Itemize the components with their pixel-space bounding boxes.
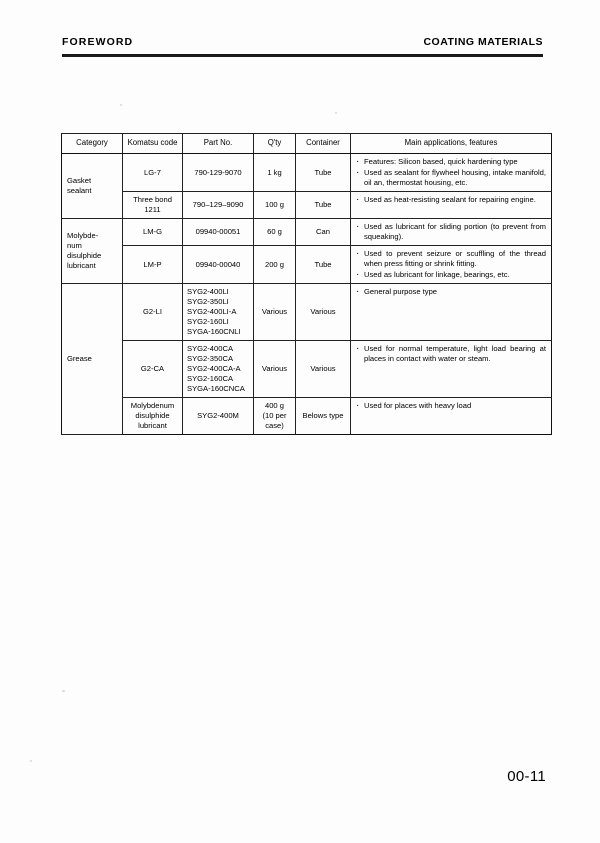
part-no-cell: 09940-00040	[183, 246, 254, 284]
container-cell: Various	[296, 341, 351, 398]
container-cell: Tube	[296, 192, 351, 219]
table-row	[62, 154, 552, 192]
applications-list	[355, 344, 546, 364]
category-label-line: disulphide	[67, 251, 102, 261]
qty-cell: 1 kg	[254, 154, 296, 192]
part-no-line: SYG2-160LI	[187, 317, 229, 327]
applications-list	[355, 195, 546, 205]
application-item: · Used as heat-resisting sealant for repairing engine.	[355, 195, 546, 205]
container-cell: Tube	[296, 246, 351, 284]
category-label-line: num	[67, 241, 82, 251]
application-item: · Used as lubricant for linkage, bearings, etc.	[355, 270, 546, 280]
table-row	[62, 219, 552, 246]
applications-cell	[351, 192, 552, 219]
applications-cell	[351, 341, 552, 398]
scan-speckle	[30, 760, 32, 762]
qty-line: 400 g	[264, 401, 284, 411]
scan-speckle	[120, 104, 122, 106]
column-header-applications: Main applications, features	[351, 134, 552, 154]
container-cell: Tube	[296, 154, 351, 192]
container-cell: Various	[296, 284, 351, 341]
komatsu-code-line: Three bond	[133, 195, 172, 205]
application-item: · Used as sealant for flywheel housing, intake manifold, oil an, thermostat housing, etc.	[355, 168, 546, 188]
application-item: · Features: Silicon based, quick hardening type	[355, 157, 546, 167]
category-label-line: lubricant	[67, 261, 96, 271]
applications-cell	[351, 246, 552, 284]
applications-list	[355, 401, 546, 411]
qty-cell: 100 g	[254, 192, 296, 219]
part-no-line: SYGA-160CNCA	[187, 384, 245, 394]
column-header-container: Container	[296, 134, 351, 154]
qty-cell: Various	[254, 341, 296, 398]
table-row	[62, 284, 552, 341]
komatsu-code-cell: LG-7	[123, 154, 183, 192]
header-topic-title: COATING MATERIALS	[423, 36, 543, 48]
column-header-part-no: Part No.	[183, 134, 254, 154]
category-label-line: Gasket	[67, 176, 92, 186]
application-item: · Used for places with heavy load	[355, 401, 546, 411]
container-cell: Belows type	[296, 398, 351, 435]
qty-cell: Various	[254, 284, 296, 341]
application-item: · General purpose type	[355, 287, 546, 297]
application-item: · Used as lubricant for sliding portion (to prevent from squeaking).	[355, 222, 546, 242]
komatsu-code-cell	[123, 398, 183, 435]
applications-list	[355, 287, 546, 297]
scan-speckle	[335, 112, 337, 114]
applications-list	[355, 222, 546, 242]
komatsu-code-line: 1211	[144, 205, 161, 215]
komatsu-code-cell: G2-LI	[123, 284, 183, 341]
column-header-qty: Q'ty	[254, 134, 296, 154]
part-no-cell: SYG2-400M	[183, 398, 254, 435]
table-row	[62, 341, 552, 398]
part-no-cell: 790-129-9070	[183, 154, 254, 192]
komatsu-code-cell: G2-CA	[123, 341, 183, 398]
qty-line: case)	[265, 421, 284, 431]
part-no-line: SYG2-400LI-A	[187, 307, 237, 317]
part-no-line: SYG2-160CA	[187, 374, 234, 384]
category-label-line: Molybde-	[67, 231, 99, 241]
table-header	[62, 134, 552, 154]
table-row	[62, 398, 552, 435]
part-no-line: SYG2-350CA	[187, 354, 234, 364]
container-cell: Can	[296, 219, 351, 246]
qty-line: (10 per	[262, 411, 287, 421]
komatsu-code-cell: LM-G	[123, 219, 183, 246]
applications-cell	[351, 219, 552, 246]
part-no-cell: 09940-00051	[183, 219, 254, 246]
qty-cell	[254, 398, 296, 435]
applications-list	[355, 157, 546, 188]
part-no-cell	[183, 284, 254, 341]
part-no-line: SYGA-160CNLI	[187, 327, 241, 337]
application-item: · Used to prevent seizure or scuffling of the thread when press fitting or shrink fitting.	[355, 249, 546, 269]
applications-cell	[351, 398, 552, 435]
qty-cell: 200 g	[254, 246, 296, 284]
table-body	[62, 154, 552, 435]
category-cell-grease	[62, 284, 123, 435]
part-no-line: SYG2-400CA-A	[187, 364, 241, 374]
category-label-line: sealant	[67, 186, 92, 196]
komatsu-code-cell	[123, 192, 183, 219]
qty-cell: 60 g	[254, 219, 296, 246]
coating-materials-table	[61, 133, 552, 435]
komatsu-code-line: disulphide	[135, 411, 170, 421]
page-number: 00-11	[507, 768, 546, 785]
application-item: · Used for normal temperature, light load bearing at places in contact with water or steam.	[355, 344, 546, 364]
applications-cell	[351, 154, 552, 192]
part-no-cell: 790–129–9090	[183, 192, 254, 219]
part-no-line: SYG2-350LI	[187, 297, 229, 307]
table-row	[62, 246, 552, 284]
komatsu-code-cell: LM-P	[123, 246, 183, 284]
part-no-cell	[183, 341, 254, 398]
part-no-line: SYG2-400CA	[187, 344, 234, 354]
applications-cell	[351, 284, 552, 341]
komatsu-code-line: lubricant	[138, 421, 167, 431]
komatsu-code-line: Molybdenum	[130, 401, 175, 411]
table-header-row	[62, 134, 552, 154]
running-header	[62, 36, 543, 56]
scan-speckle	[62, 690, 65, 692]
header-rule	[62, 54, 543, 57]
applications-list	[355, 249, 546, 280]
category-label-line: Grease	[67, 354, 92, 364]
column-header-komatsu-code: Komatsu code	[123, 134, 183, 154]
header-section-title: FOREWORD	[62, 36, 134, 48]
column-header-category: Category	[62, 134, 123, 154]
category-cell-molybdenum-disulphide-lubricant	[62, 219, 123, 284]
category-cell-gasket-sealant	[62, 154, 123, 219]
table-row	[62, 192, 552, 219]
part-no-line: SYG2-400LI	[187, 287, 229, 297]
